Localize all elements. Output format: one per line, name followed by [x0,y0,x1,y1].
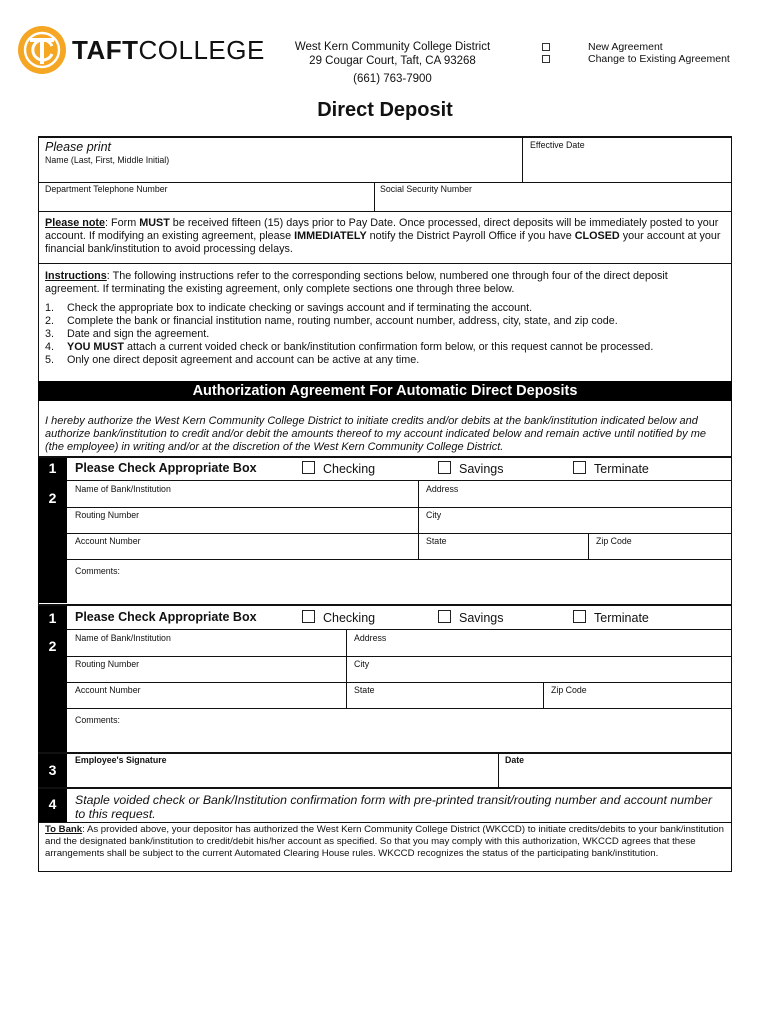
please-print-label: Please print [45,140,112,154]
instruction-emphasis: YOU MUST [67,341,124,353]
divider [67,629,732,630]
change-agreement-option[interactable] [542,53,742,65]
divider [38,822,732,823]
ssn-input[interactable] [378,196,728,210]
zip-code-input[interactable] [592,546,728,558]
note-text: be received fifteen (15) days prior to Pay Date. Once processed, direct deposits will be immediately posted to your account. If modifying an existing agreement, please [45,217,719,242]
dept-phone-input[interactable] [44,196,369,210]
employee-signature-label: Employee's Signature [75,755,167,765]
please-note-paragraph [45,217,725,256]
bank-name-input[interactable] [70,643,342,655]
zip-code-input[interactable] [547,695,728,707]
instructions-list [45,302,725,367]
instructions-intro [45,270,725,296]
section-number-3: 3 [38,762,67,778]
divider [38,211,732,212]
district-phone: (661) 763-7900 [353,73,432,85]
bank-name-label: Name of Bank/Institution [75,484,171,494]
divider [38,604,732,606]
name-input[interactable] [44,166,520,181]
ssn-label: Social Security Number [380,184,472,194]
authorization-text: I hereby authorize the West Kern Community College District to initiate credits and/or debits at the bank/institution indicated below and authorize bank/institution to credit and/or debit the amounts thereof to my account indicated below and remain active until notified by me (the employee) in writing and/or at the discretion of the West Kern Community College District. [45,415,706,453]
divider [38,787,732,789]
taft-college-logo [16,24,265,78]
terminate-option[interactable] [573,461,649,476]
account-number-label: Account Number [75,536,141,546]
savings-label: Savings [459,462,504,476]
staple-instruction: Staple voided check or Bank/Institution confirmation form with pre-printed transit/routing number and account number to this request. [75,793,713,821]
note-text: your account at your financial bank/institution to avoid processing delays. [45,230,721,255]
savings-checkbox[interactable] [438,461,451,474]
account-number-input[interactable] [70,695,342,707]
address-input[interactable] [422,494,728,506]
check-box-label: Please Check Appropriate Box [75,461,257,475]
divider [588,533,589,559]
new-agreement-option[interactable] [542,41,742,53]
divider [67,708,732,709]
date-input[interactable] [502,767,728,785]
divider [38,182,732,183]
instruction-item [45,354,725,367]
employee-signature-input[interactable] [70,767,494,785]
section-sidebar [38,457,67,603]
effective-date-input[interactable] [526,152,726,180]
terminate-option[interactable] [573,610,649,625]
divider [38,456,732,458]
terminate-checkbox[interactable] [573,610,586,623]
checking-checkbox[interactable] [302,461,315,474]
instruction-text: attach a current voided check or bank/institution confirmation form below, or this request cannot be processed. [123,341,654,353]
routing-number-input[interactable] [70,520,414,532]
savings-label: Savings [459,611,504,625]
new-agreement-label: New Agreement [588,41,663,53]
date-label: Date [505,755,525,765]
account-number-label: Account Number [75,685,141,695]
instruction-text: Check the appropriate box to indicate checking or savings account and if terminating the account. [67,302,533,314]
zip-code-label: Zip Code [551,685,587,695]
state-input[interactable] [422,546,584,558]
divider [543,682,544,708]
divider [374,182,375,211]
checking-checkbox[interactable] [302,610,315,623]
routing-number-label: Routing Number [75,659,140,669]
routing-number-label: Routing Number [75,510,140,520]
dept-phone-label: Department Telephone Number [45,184,168,194]
address-input[interactable] [350,643,728,655]
instructions-block [45,270,725,367]
comments-input[interactable] [70,727,728,749]
page-title: Direct Deposit [317,99,453,121]
divider [346,629,347,708]
address-label: Address [354,633,387,643]
note-text: notify the District Payroll Office if you have [366,230,575,242]
divider [67,507,732,508]
district-street: 29 Cougar Court, Taft, CA 93268 [309,55,476,67]
district-address [290,40,495,86]
state-input[interactable] [350,695,539,707]
checking-label: Checking [323,462,376,476]
section-number-2: 2 [38,638,67,654]
section-sidebar [38,606,67,752]
savings-checkbox[interactable] [438,610,451,623]
divider [67,559,732,560]
logo-text-taft: TAFT [72,35,139,65]
city-label: City [354,659,370,669]
terminate-label: Terminate [594,462,649,476]
please-note-label: Please note [45,217,106,229]
divider [38,263,732,264]
district-name: West Kern Community College District [294,41,491,53]
to-bank-text: : As provided above, your depositor has authorized the West Kern Community College District (WKCCD) to initiate credits/debits to your bank/institution and the designated bank/institution to credit/debit his/her account as specified. So that you may comply with this authorization, WKCCD agrees that these arrangements shall be subject to the current Automated Clearing House rules. WKCCD recognizes the status of the participating bank/institution. [45,824,724,859]
to-bank-paragraph [45,824,729,860]
change-agreement-label: Change to Existing Agreement [588,53,730,65]
new-agreement-checkbox[interactable] [542,43,550,51]
divider [67,480,732,481]
address-label: Address [426,484,459,494]
checking-option[interactable] [302,461,375,476]
authorization-heading: Authorization Agreement For Automatic Direct Deposits [38,381,732,401]
savings-option[interactable] [438,461,503,476]
section-number-1: 1 [38,460,67,476]
instruction-text: Only one direct deposit agreement and account can be active at any time. [67,354,420,366]
city-input[interactable] [350,669,728,681]
divider [522,137,523,183]
instruction-text: Complete the bank or financial institution name, routing number, account number, address, city, state, and zip code. [67,315,618,327]
name-label: Name (Last, First, Middle Initial) [45,155,170,165]
effective-date-label: Effective Date [530,140,585,150]
divider [418,480,419,559]
checking-option[interactable] [302,610,375,625]
note-must: MUST [139,217,170,229]
checking-label: Checking [323,611,376,625]
instruction-item [45,302,725,315]
instruction-number: 1. [45,302,55,314]
instruction-item [45,341,725,354]
change-agreement-checkbox[interactable] [542,55,550,63]
section-number-2: 2 [38,490,67,506]
instruction-number: 4. [45,341,55,353]
city-label: City [426,510,442,520]
terminate-label: Terminate [594,611,649,625]
note-closed: CLOSED [574,230,620,242]
bank-name-label: Name of Bank/Institution [75,633,171,643]
account-number-input[interactable] [70,546,414,558]
divider [67,656,732,657]
comments-input[interactable] [70,578,728,600]
instructions-intro-text: : The following instructions refer to the corresponding sections below, numbered one through four of the direct deposit agreement. If terminating the existing agreement, only complete sections one through three below. [45,270,668,295]
state-label: State [426,536,447,546]
instruction-number: 2. [45,315,55,327]
city-input[interactable] [422,520,728,532]
instruction-text: Date and sign the agreement. [67,328,210,340]
comments-label: Comments: [75,566,120,576]
divider [67,682,732,683]
zip-code-label: Zip Code [596,536,632,546]
comments-label: Comments: [75,715,120,725]
note-text: : Form [105,217,140,229]
agreement-type-options [542,41,742,65]
instruction-number: 3. [45,328,55,340]
to-bank-label: To Bank [45,824,83,835]
divider [498,754,499,787]
instructions-label: Instructions [45,270,107,282]
section-number-1: 1 [38,610,67,626]
savings-option[interactable] [438,610,503,625]
note-immediately: IMMEDIATELY [294,230,367,242]
instruction-item [45,315,725,328]
divider [38,752,732,754]
terminate-checkbox[interactable] [573,461,586,474]
divider [67,533,732,534]
check-box-label: Please Check Appropriate Box [75,610,257,624]
instruction-number: 5. [45,354,55,366]
logo-text-college: COLLEGE [138,35,265,65]
section-number-4: 4 [38,796,67,812]
bank-name-input[interactable] [70,494,414,506]
routing-number-input[interactable] [70,669,342,681]
state-label: State [354,685,375,695]
instruction-item [45,328,725,341]
